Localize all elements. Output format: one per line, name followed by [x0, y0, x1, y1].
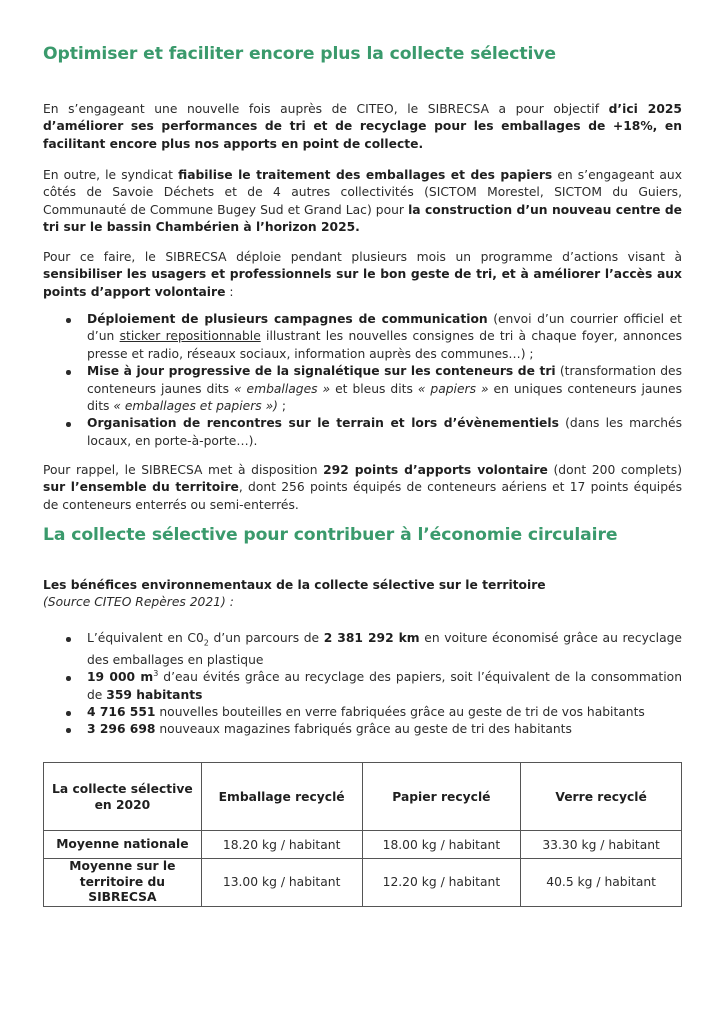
column-header: La collecte sélective en 2020 — [44, 763, 202, 831]
text: : — [225, 284, 234, 299]
subscript: 2 — [203, 638, 209, 648]
table-cell: 13.00 kg / habitant — [201, 859, 362, 907]
text: en voiture économisé grâce au recyclage des emballages en plastique — [87, 631, 682, 667]
benefits-list — [43, 630, 682, 739]
bold-text: 292 points d’apports volontaire — [323, 463, 548, 477]
text: illustrant les nouvelles consignes de tri à chaque foyer, annonces presse et radio, réseaux sociaux, information auprès des communes…) ; — [87, 329, 682, 361]
recycling-table — [43, 762, 682, 907]
paragraph-programme — [43, 249, 682, 301]
text: nouvelles bouteilles en verre fabriquées grâce au geste de tri de vos habitants — [155, 705, 645, 720]
section-title-collecte: Optimiser et faciliter encore plus la collecte sélective — [43, 44, 556, 64]
list-item — [43, 721, 682, 738]
text: d’un parcours de — [208, 631, 324, 645]
benefits-subtitle: Les bénéfices environnementaux de la collecte sélective sur le territoire — [43, 578, 546, 592]
table-row — [44, 831, 682, 859]
text: L’équivalent en C0 — [87, 631, 204, 645]
bold-text: 359 habitants — [106, 687, 203, 702]
column-header: Emballage recyclé — [201, 763, 362, 831]
bold-text: Mise à jour progressive de la signalétique sur les conteneurs de tri — [87, 364, 556, 379]
row-header: Moyenne nationale — [44, 831, 202, 859]
text: en s’engageant aux côtés de Savoie Déchets et de 4 autres collectivités (SICTOM Morestel, SICTOM du Guiers, Communauté de Commune Bugey Sud et Grand Lac) pour — [43, 168, 682, 217]
row-header: Moyenne sur le territoire du SIBRECSA — [44, 859, 202, 907]
list-item — [43, 669, 682, 704]
source-note: (Source CITEO Repères 2021) : — [43, 595, 234, 610]
bold-text: Organisation de rencontres sur le terrain et lors d’évènementiels — [87, 416, 559, 431]
table-cell: 18.00 kg / habitant — [362, 831, 521, 859]
section-title-economie-circulaire: La collecte sélective pour contribuer à l’économie circulaire — [43, 525, 618, 545]
text: , dont 256 points équipés de conteneurs aériens et 17 points équipés de conteneurs enterrés ou semi-enterrés. — [43, 480, 682, 512]
actions-list — [43, 311, 682, 450]
bold-text: 19 000 m — [87, 670, 154, 685]
text: (envoi d’un courrier officiel et d’un — [87, 312, 682, 344]
underlined-text: sticker repositionnable — [119, 329, 261, 344]
bold-text: Déploiement de plusieurs campagnes de communication — [87, 312, 488, 326]
column-header: Verre recyclé — [521, 763, 682, 831]
bold-text: fiabilise le traitement des emballages et des papiers — [178, 168, 553, 182]
text: et bleus dits — [330, 381, 418, 396]
bold-text: 2 381 292 km — [323, 631, 420, 645]
table-cell: 33.30 kg / habitant — [521, 831, 682, 859]
paragraph-rappel — [43, 462, 682, 514]
text: Pour ce faire, le SIBRECSA déploie pendant plusieurs mois un programme d’actions visant à — [43, 250, 682, 264]
list-item — [43, 415, 682, 450]
italic-text: « emballages et papiers ») — [113, 399, 278, 414]
text: (transformation des conteneurs jaunes dits — [87, 364, 682, 396]
paragraph-objectif — [43, 101, 682, 153]
list-item — [43, 311, 682, 363]
text: ; — [277, 399, 287, 414]
text: En s’engageant une nouvelle fois auprès de CITEO, le SIBRECSA a pour objectif — [43, 102, 609, 116]
bold-text: sensibiliser les usagers et professionnels sur le bon geste de tri, et à améliorer l’accès aux points d’apport volontaire — [43, 267, 682, 299]
column-header: Papier recyclé — [362, 763, 521, 831]
table-header-row — [44, 763, 682, 831]
text: (dans les marchés locaux, en porte-à-porte…). — [87, 416, 682, 448]
bold-text: 3 296 698 — [87, 722, 156, 737]
text: Pour rappel, le SIBRECSA met à disposition — [43, 463, 324, 477]
table-cell: 40.5 kg / habitant — [521, 859, 682, 907]
text: En outre, le syndicat — [43, 168, 179, 182]
bold-text: la construction d’un nouveau centre de tri sur le bassin Chambérien à l’horizon 2025. — [43, 202, 683, 235]
bold-text: 4 716 551 — [87, 705, 156, 720]
paragraph-traitement — [43, 167, 682, 237]
text: nouveaux magazines fabriqués grâce au geste de tri des habitants — [155, 722, 572, 737]
list-item — [43, 363, 682, 415]
superscript: 3 — [153, 669, 159, 679]
list-item — [43, 704, 682, 721]
list-item — [43, 630, 682, 669]
table-cell: 12.20 kg / habitant — [362, 859, 521, 907]
text: d’eau évités grâce au recyclage des papiers, soit l’équivalent de la consommation de — [87, 670, 682, 702]
text: (dont 200 complets) — [547, 463, 682, 477]
italic-text: « papiers » — [417, 381, 489, 396]
table-row — [44, 859, 682, 907]
table-cell: 18.20 kg / habitant — [201, 831, 362, 859]
bold-text: d’ici 2025 d’améliorer ses performances de tri et de recyclage pour les emballages de +18%, en facilitant encore plus nos apports en point de collecte. — [43, 102, 682, 151]
text: en uniques conteneurs jaunes dits — [87, 381, 682, 414]
bold-text: sur l’ensemble du territoire — [43, 480, 239, 495]
benefits-heading — [43, 577, 682, 612]
italic-text: « emballages » — [233, 381, 331, 396]
